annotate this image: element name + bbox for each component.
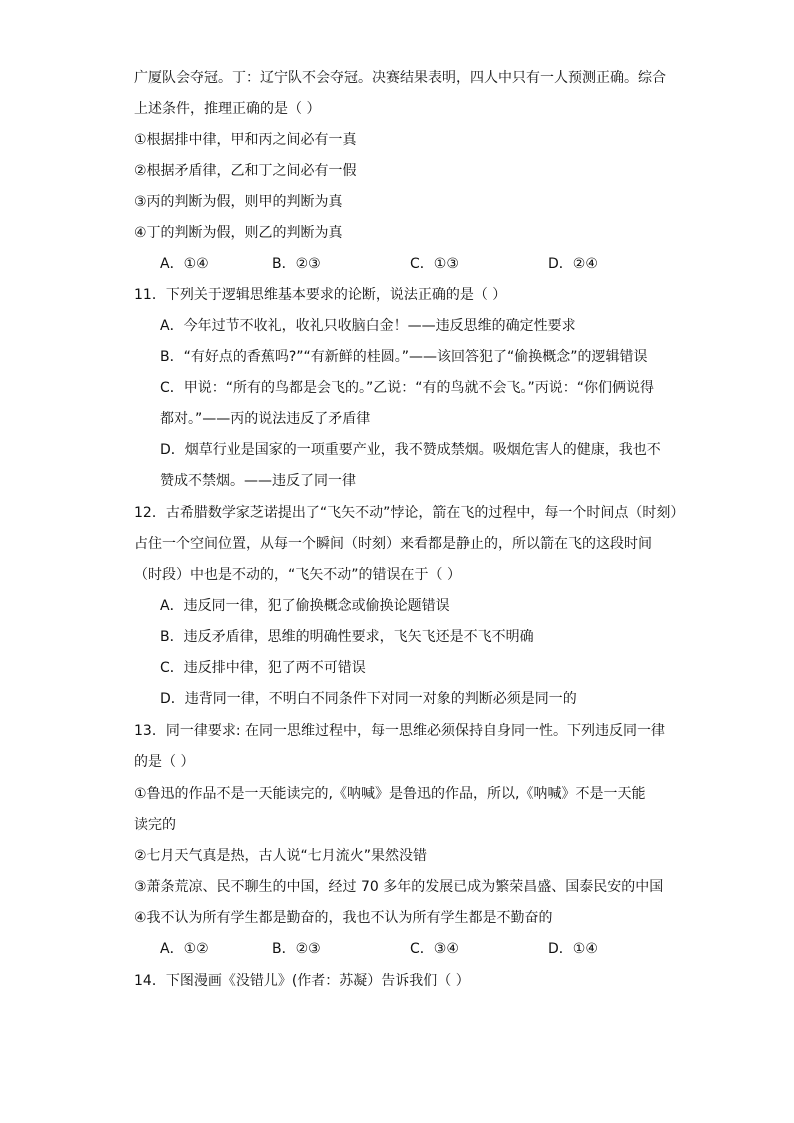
q10-item-2: ②根据矛盾律，乙和丁之间必有一假 bbox=[134, 163, 357, 179]
q13-item-3: ③萧条荒凉、民不聊生的中国，经过 70 多年的发展已成为繁荣昌盛、国泰民安的中国 bbox=[134, 879, 664, 895]
q13-option-c: C．③④ bbox=[410, 941, 459, 957]
q12-stem-line-1: 12．古希腊数学家芝诺提出了“飞矢不动”悖论，箭在飞的过程中，每一个时间点（时刻） bbox=[134, 505, 685, 521]
q10-item-1: ①根据排中律，甲和丙之间必有一真 bbox=[134, 132, 357, 148]
q11-option-c-line-2: 都对。”——丙的说法违反了矛盾律 bbox=[160, 411, 371, 427]
q11-option-d-line-2: 赞成不禁烟。——违反了同一律 bbox=[160, 473, 356, 489]
q10-option-a: A．①④ bbox=[160, 256, 209, 272]
q10-item-3: ③丙的判断为假，则甲的判断为真 bbox=[134, 194, 343, 210]
q10-option-d: D．②④ bbox=[548, 256, 598, 272]
q10-option-c: C．①③ bbox=[410, 256, 459, 272]
q11-stem: 11．下列关于逻辑思维基本要求的论断，说法正确的是（ ） bbox=[134, 287, 507, 303]
q11-option-a: A．今年过节不收礼，收礼只收脑白金！——违反思维的确定性要求 bbox=[160, 318, 576, 334]
q10-stem-line-2: 上述条件，推理正确的是（ ） bbox=[134, 101, 321, 117]
q14-stem: 14．下图漫画《没错儿》(作者：苏凝）告诉我们（ ） bbox=[134, 973, 470, 989]
q13-item-4: ④我不认为所有学生都是勤奋的，我也不认为所有学生都是不勤奋的 bbox=[134, 910, 553, 926]
q10-option-b: B．②③ bbox=[272, 256, 321, 272]
q10-item-4: ④丁的判断为假，则乙的判断为真 bbox=[134, 225, 343, 241]
q12-option-b: B．违反矛盾律，思维的明确性要求，飞矢飞还是不飞不明确 bbox=[160, 629, 534, 645]
q13-item-2: ②七月天气真是热，古人说“七月流火”果然没错 bbox=[134, 848, 428, 864]
q13-item-1-line-1: ①鲁迅的作品不是一天能读完的,《呐喊》是鲁迅的作品，所以,《呐喊》不是一天能 bbox=[134, 786, 646, 802]
q12-option-a: A．违反同一律，犯了偷换概念或偷换论题错误 bbox=[160, 598, 450, 614]
q13-option-d: D．①④ bbox=[548, 941, 598, 957]
q13-stem-line-1: 13．同一律要求: 在同一思维过程中，每一思维必须保持自身同一性。下列违反同一律 bbox=[134, 723, 665, 739]
q11-option-d-line-1: D．烟草行业是国家的一项重要产业，我不赞成禁烟。吸烟危害人的健康，我也不 bbox=[160, 442, 661, 458]
q11-option-b: B．“有好点的香蕉吗?”“有新鲜的桂圆。”——该回答犯了“偷换概念”的逻辑错误 bbox=[160, 349, 648, 365]
q13-item-1-line-2: 读完的 bbox=[134, 817, 176, 833]
q13-option-b: B．②③ bbox=[272, 941, 321, 957]
q11-option-c-line-1: C．甲说：“所有的鸟都是会飞的。”乙说：“有的鸟就不会飞。”丙说：“你们俩说得 bbox=[160, 380, 655, 396]
q10-stem-line-1: 广厦队会夺冠。丁：辽宁队不会夺冠。决赛结果表明，四人中只有一人预测正确。综合 bbox=[134, 70, 666, 86]
q13-option-a: A．①② bbox=[160, 941, 209, 957]
q13-stem-line-2: 的是（ ） bbox=[134, 754, 195, 770]
q12-option-c: C．违反排中律，犯了两不可错误 bbox=[160, 660, 366, 676]
q12-option-d: D．违背同一律，不明白不同条件下对同一对象的判断必须是同一的 bbox=[160, 691, 577, 707]
q12-stem-line-3: （时段）中也是不动的，“飞矢不动”的错误在于（ ） bbox=[134, 567, 461, 583]
q12-stem-line-2: 占住一个空间位置，从每一个瞬间（时刻）来看都是静止的，所以箭在飞的这段时间 bbox=[134, 536, 652, 552]
